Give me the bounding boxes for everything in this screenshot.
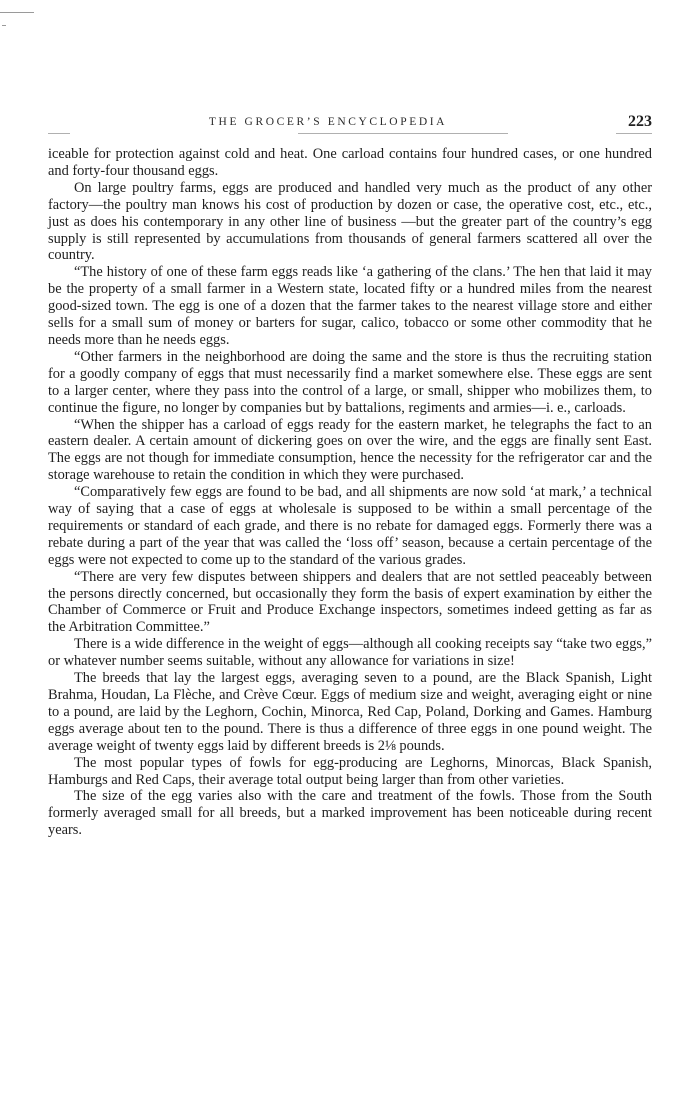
paragraph: The most popular types of fowls for egg-producing are Leghorns, Minorcas, Black Spanish, Hamburgs and Red Caps, their average total output being larger than from other varieties.: [48, 754, 652, 788]
paragraph: “When the shipper has a carload of eggs ready for the eastern market, he telegraphs the fact to an eastern dealer. A certain amount of dickering goes on over the wire, and the eggs are finally sent East. The eggs are not though for immediate consumption, hence the necessity for the refrigerator car and the storage warehouse to retain the condition in which they were purchased.: [48, 416, 652, 484]
paragraph: There is a wide difference in the weight of eggs—although all cooking receipts say “take two eggs,” or whatever number seems suitable, without any allowance for variations in size!: [48, 636, 652, 670]
header-rule-left: [48, 133, 70, 134]
paragraph: iceable for protection against cold and heat. One carload contains four hundred cases, or one hundred and forty-four thousand eggs.: [48, 146, 652, 179]
running-title: THE GROCER’S ENCYCLOPEDIA: [208, 116, 448, 128]
header-rule-right: [616, 133, 652, 134]
paragraph: “There are very few disputes between shippers and dealers that are not settled peaceably between the persons directly concerned, but occasionally they form the basis of expert examination by either the Chamber of Commerce or Fruit and Produce Exchange inspectors, sometimes indeed getting as far as the Arbitration Committee.”: [48, 568, 652, 636]
scan-edge-mark: [0, 12, 34, 13]
page-number: 223: [628, 113, 652, 130]
paragraph: The size of the egg varies also with the care and treatment of the fowls. Those from the South formerly averaged small for all breeds, but a marked improvement has been noticeable during recent years.: [48, 788, 652, 839]
paragraph: The breeds that lay the largest eggs, averaging seven to a pound, are the Black Spanish, Light Brahma, Houdan, La Flèche, and Crève Cœur. Eggs of medium size and weight, averaging eight or nine to a pound, are laid by the Leghorn, Cochin, Minorca, Red Cap, Poland, Dorking and Games. Hamburg eggs average about ten to the pound. There is thus a difference of three eggs in one pound weight. The average weight of twenty eggs laid by different breeds is 2⅛ pounds.: [48, 670, 652, 754]
paragraph: “Other farmers in the neighborhood are doing the same and the store is thus the recruiting station for a goodly company of eggs that must necessarily find a market somewhere else. These eggs are sent to a larger center, where they pass into the control of a large, or small, shipper who mobilizes them, to continue the figure, no longer by companies but by battalions, regiments and armies—i. e., carloads.: [48, 348, 652, 416]
paragraph: On large poultry farms, eggs are produced and handled very much as the product of any other factory—the poultry man knows his cost of production by dozen or case, the operative cost, etc., etc., just as does his contemporary in any other line of business —but the greater part of the country’s egg supply is still represented by accumulations from thousands of general farmers scattered all over the country.: [48, 179, 652, 264]
paragraph: “The history of one of these farm eggs reads like ‘a gathering of the clans.’ The hen that laid it may be the property of a small farmer in a Western state, located fifty or a hundred miles from the nearest good-sized town. The egg is one of a dozen that the farmer takes to the nearest village store and either sells for a small sum of money or barters for sugar, calico, tobacco or some other commodity that he needs more than he needs eggs.: [48, 264, 652, 348]
header-rule-center: [298, 133, 508, 134]
scan-edge-dot: [2, 25, 6, 26]
paragraph: “Comparatively few eggs are found to be bad, and all shipments are now sold ‘at mark,’ a technical way of saying that a case of eggs at wholesale is supposed to be within a small percentage of the requirements or standard of each grade, and there is no rebate for damaged eggs. Formerly there was a rebate during a part of the year that was called the ‘loss off’ season, because a certain percentage of the eggs were not expected to come up to the standard of the various grades.: [48, 484, 652, 568]
body-text: [48, 146, 652, 839]
